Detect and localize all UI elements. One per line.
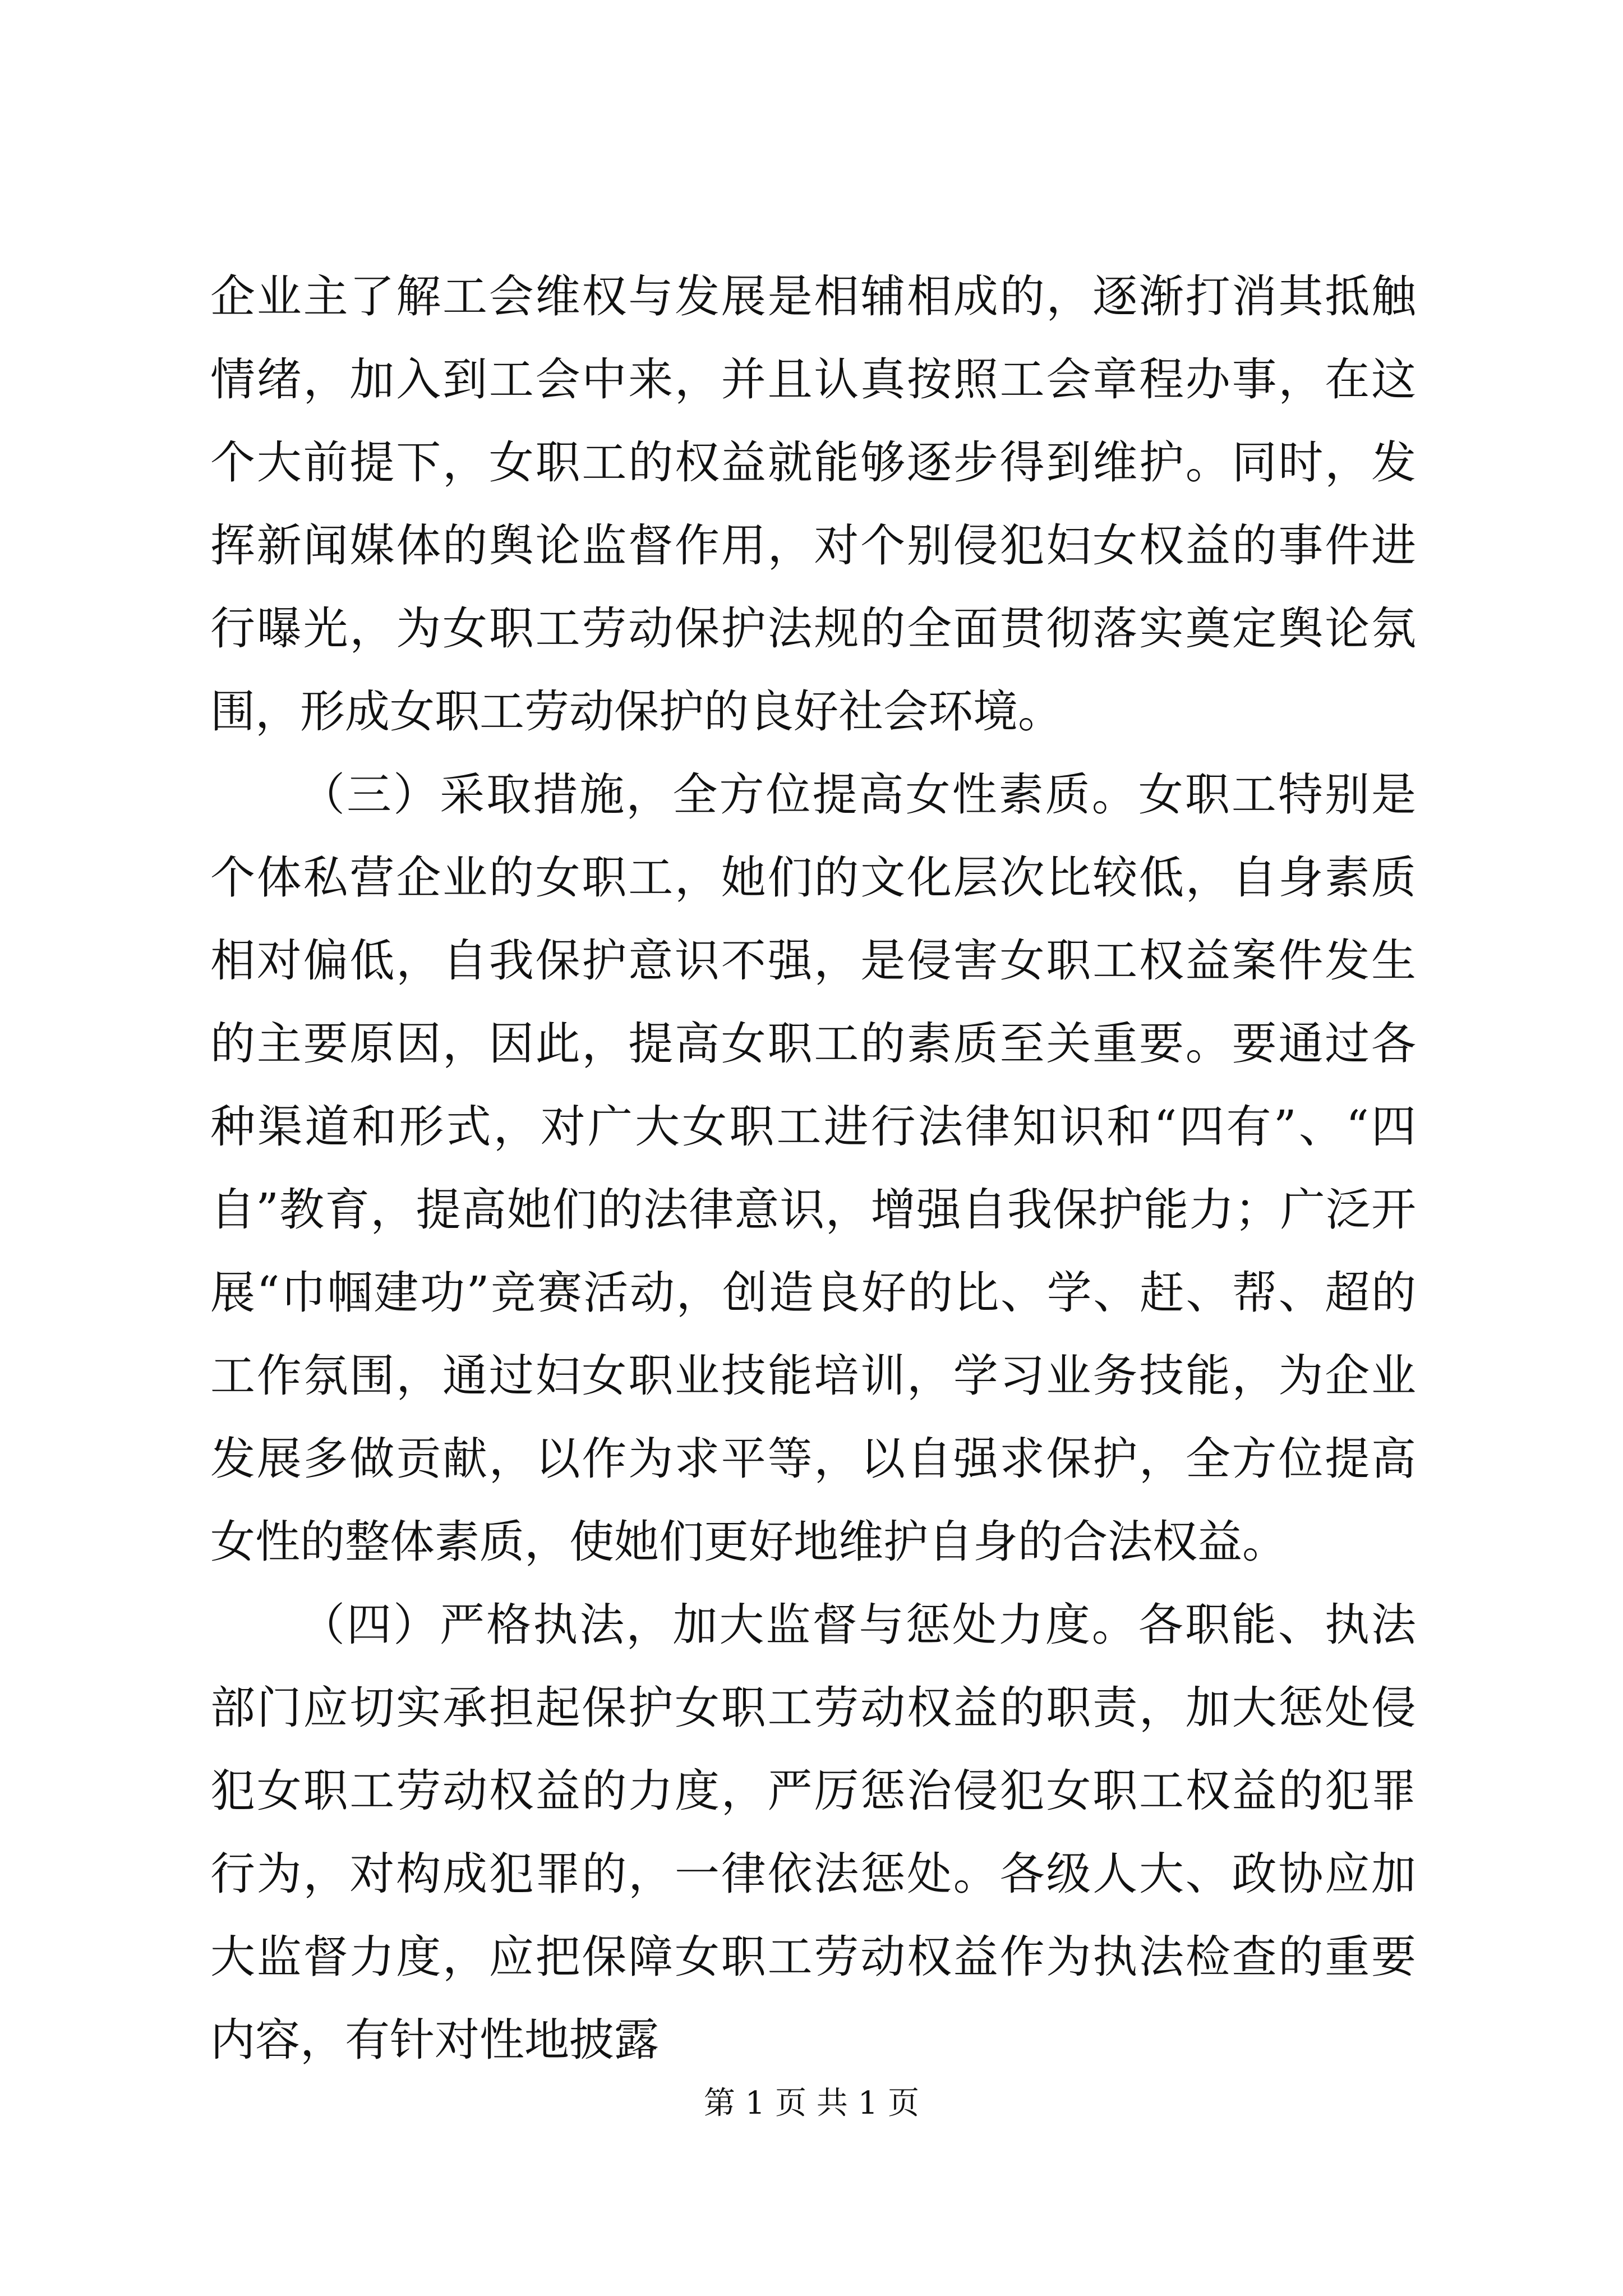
paragraph-section-four: （四）严格执法，加大监督与惩处力度。各职能、执法部门应切实承担起保护女职工劳动权益的职责，加大惩处侵犯女职工劳动权益的力度，严厉惩治侵犯女职工权益的犯罪行为，对构成犯罪的，一律依法惩处。各级人大、政协应加大监督力度，应把保障女职工劳动权益作为执法检查的重要内容，有针对性地披露 [210, 1599, 1416, 2066]
paragraph-continuation: 企业主了解工会维权与发展是相辅相成的，逐渐打消其抵触情绪，加入到工会中来，并且认真按照工会章程办事，在这个大前提下，女职工的权益就能够逐步得到维护。同时，发挥新闻媒体的舆论监督作用，对个别侵犯妇女权益的事件进行曝光，为女职工劳动保护法规的全面贯彻落实奠定舆论氛围，形成女职工劳动保护的良好社会环境。 [210, 270, 1416, 738]
document-body [210, 255, 1416, 2082]
page-footer: 第 1 页 共 1 页 [703, 2085, 920, 2122]
paragraph-section-three: （三）采取措施，全方位提高女性素质。女职工特别是个体私营企业的女职工，她们的文化层次比较低，自身素质相对偏低，自我保护意识不强，是侵害女职工权益案件发生的主要原因，因此，提高女职工的素质至关重要。要通过各种渠道和形式，对广大女职工进行法律知识和“四有”、“四自”教育，提高她们的法律意识，增强自我保护能力；广泛开展“巾帼建功”竞赛活动，创造良好的比、学、赶、帮、超的工作氛围，通过妇女职业技能培训，学习业务技能，为企业发展多做贡献，以作为求平等，以自强求保护，全方位提高女性的整体素质，使她们更好地维护自身的合法权益。 [210, 769, 1416, 1568]
